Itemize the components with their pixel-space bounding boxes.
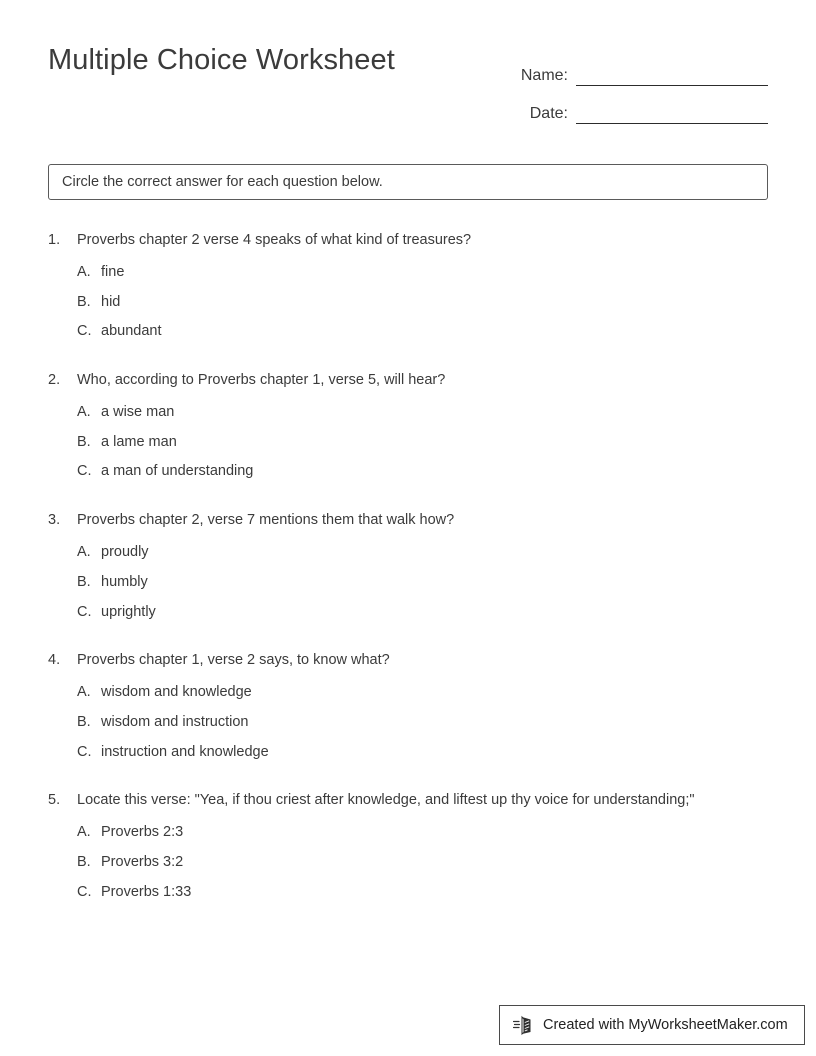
question-text: Proverbs chapter 1, verse 2 says, to know what?	[77, 652, 390, 669]
option-letter: B.	[77, 433, 91, 450]
option-letter: A.	[77, 824, 91, 841]
option-letter: B.	[77, 853, 91, 870]
option-text: a lame man	[101, 433, 177, 450]
option-letter: B.	[77, 293, 91, 310]
option-row[interactable]	[77, 542, 788, 572]
question-number: 1.	[48, 232, 61, 248]
option-text: fine	[101, 264, 125, 280]
question-number: 3.	[48, 512, 61, 529]
option-letter: A.	[77, 684, 91, 701]
question-line	[48, 650, 788, 671]
option-row[interactable]	[77, 852, 788, 882]
question-line	[48, 790, 788, 811]
student-meta-fields	[478, 48, 768, 124]
date-input-line[interactable]	[576, 103, 768, 124]
option-row[interactable]	[77, 262, 788, 292]
option-row[interactable]	[77, 292, 788, 322]
option-letter: B.	[77, 713, 91, 730]
name-input-line[interactable]	[576, 65, 768, 86]
option-letter: C.	[77, 743, 92, 760]
question-number: 5.	[48, 792, 61, 809]
option-row[interactable]	[77, 682, 788, 712]
option-text: a man of understanding	[101, 463, 254, 480]
name-field-row	[478, 48, 768, 86]
question-number: 4.	[48, 652, 61, 669]
question-text: Who, according to Proverbs chapter 1, verse 5, will hear?	[77, 372, 446, 389]
question-text: Locate this verse: "Yea, if thou criest after knowledge, and liftest up thy voice for understanding;"	[77, 792, 695, 809]
option-text: a wise man	[101, 404, 175, 421]
question-text: Proverbs chapter 2, verse 7 mentions them that walk how?	[77, 512, 455, 529]
question-block	[48, 650, 788, 771]
question-line	[48, 370, 788, 391]
option-text: wisdom and knowledge	[101, 684, 252, 701]
option-letter: A.	[77, 264, 91, 280]
footer-badge-text: Created with MyWorksheetMaker.com	[543, 1017, 788, 1033]
option-letter: C.	[77, 323, 92, 340]
option-row[interactable]	[77, 712, 788, 742]
option-row[interactable]	[77, 882, 788, 912]
option-text: humbly	[101, 573, 148, 590]
option-list	[48, 542, 788, 631]
question-list	[48, 230, 788, 930]
option-text: Proverbs 1:33	[101, 883, 192, 900]
option-text: uprightly	[101, 603, 156, 620]
option-list	[48, 822, 788, 911]
option-text: wisdom and instruction	[101, 713, 249, 730]
question-block	[48, 510, 788, 631]
option-letter: C.	[77, 883, 92, 900]
instruction-text: Circle the correct answer for each question below.	[62, 174, 383, 190]
worksheet-maker-logo-icon	[513, 1013, 535, 1037]
question-block	[48, 370, 788, 491]
option-row[interactable]	[77, 402, 788, 432]
question-block	[48, 790, 788, 911]
instruction-box	[48, 164, 768, 200]
option-row[interactable]	[77, 321, 788, 351]
question-text: Proverbs chapter 2 verse 4 speaks of what kind of treasures?	[77, 232, 472, 248]
option-text: hid	[101, 293, 121, 310]
option-row[interactable]	[77, 822, 788, 852]
question-number: 2.	[48, 372, 61, 389]
option-row[interactable]	[77, 742, 788, 772]
page-title: Multiple Choice Worksheet	[48, 44, 395, 76]
name-label: Name:	[520, 67, 568, 84]
option-row[interactable]	[77, 461, 788, 491]
question-line	[48, 510, 788, 531]
option-row[interactable]	[77, 432, 788, 462]
option-row[interactable]	[77, 572, 788, 602]
option-letter: A.	[77, 544, 91, 561]
date-field-row	[478, 86, 768, 124]
option-text: abundant	[101, 323, 162, 340]
question-block	[48, 230, 788, 351]
option-text: proudly	[101, 544, 149, 561]
option-letter: C.	[77, 463, 92, 480]
question-line	[48, 230, 788, 251]
option-letter: B.	[77, 573, 91, 590]
date-label: Date:	[529, 105, 568, 122]
worksheet-header	[48, 40, 768, 130]
option-list	[48, 402, 788, 491]
option-text: Proverbs 3:2	[101, 853, 184, 870]
option-text: Proverbs 2:3	[101, 824, 184, 841]
option-letter: A.	[77, 404, 91, 421]
option-list	[48, 262, 788, 351]
footer-attribution-badge[interactable]	[499, 1005, 805, 1045]
option-text: instruction and knowledge	[101, 743, 269, 760]
option-letter: C.	[77, 603, 92, 620]
option-list	[48, 682, 788, 771]
option-row[interactable]	[77, 602, 788, 632]
